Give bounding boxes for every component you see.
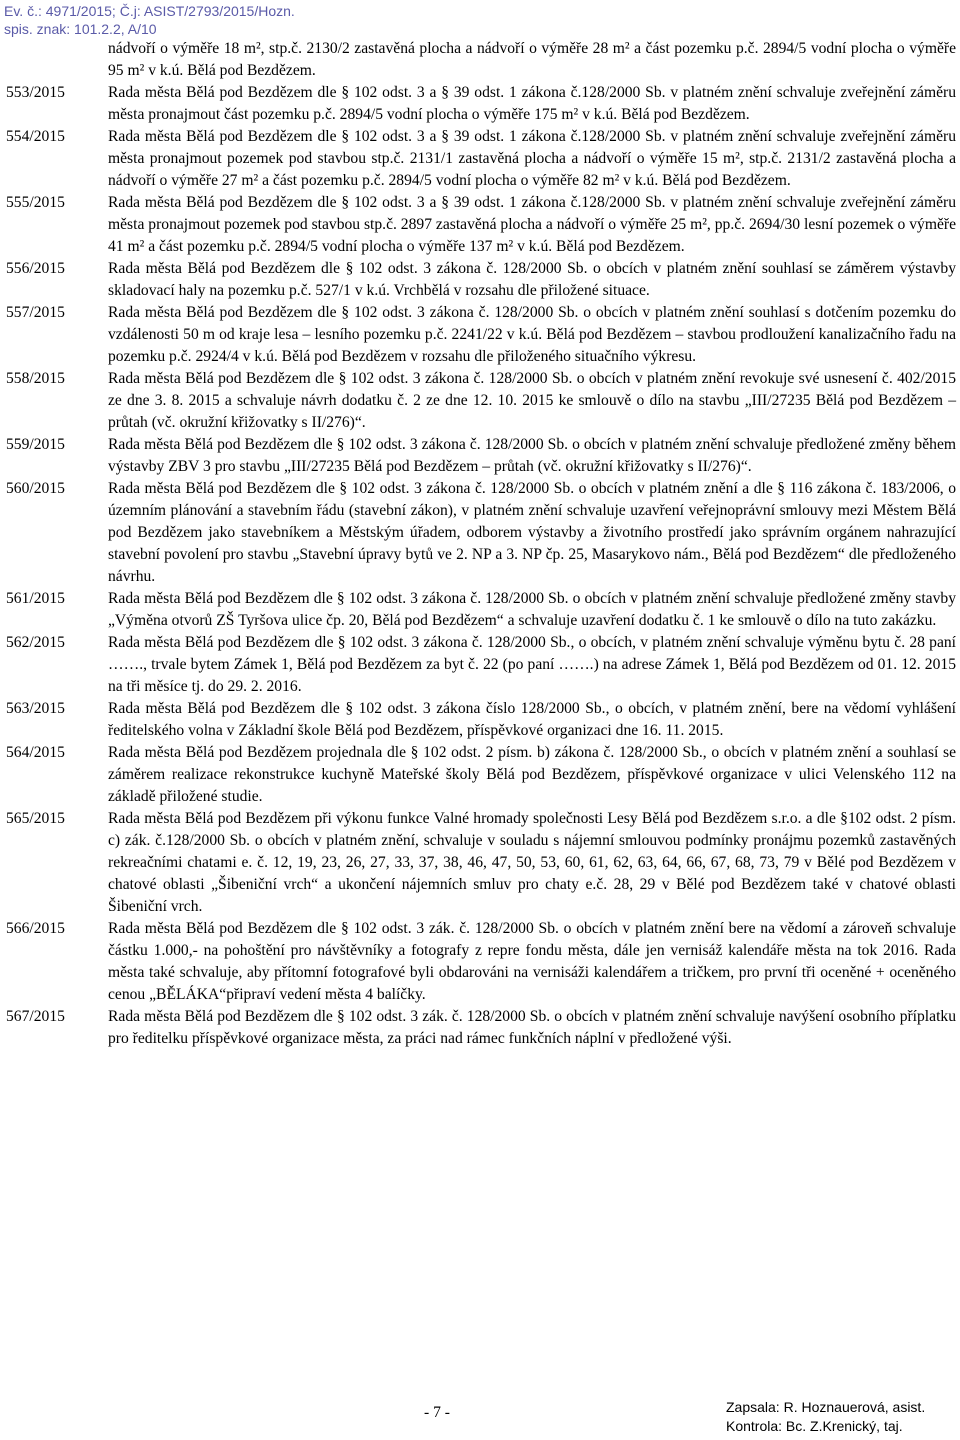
resolution-item [6,808,956,918]
resolution-text: Rada města Bělá pod Bezdězem dle § 102 odst. 3 zákona č. 128/2000 Sb. o obcích v platném znění revokuje své usnesení č. 402/2015 ze dne 3. 8. 2015 a schvaluje návrh dodatku č. 2 ze dne 12. 10. 2015 ke smlouvě o dílo na stavbu „III/27235 Bělá pod Bezdězem – průtah (vč. okružní křižovatky s II/276)“. [108,370,956,431]
resolution-number: 565/2015 [6,810,65,827]
resolution-item [6,126,956,192]
resolution-item [6,918,956,1006]
document-stamp [4,2,295,38]
resolution-number: 559/2015 [6,436,65,453]
resolution-number: 557/2015 [6,304,65,321]
minutes-body [6,38,956,1050]
checked-by: Kontrola: Bc. Z.Krenický, taj. [726,1418,903,1434]
resolution-item [6,82,956,126]
resolution-number: 564/2015 [6,744,65,761]
resolution-item [6,368,956,434]
resolution-number: 556/2015 [6,260,65,277]
resolution-text: Rada města Bělá pod Bezdězem dle § 102 odst. 3 zákona číslo 128/2000 Sb., o obcích, v platném znění, bere na vědomí vyhlášení ředitelského volna v Základní škole Bělá pod Bezdězem, příspěvkové organizaci dne 16. 11. 2015. [108,700,956,739]
evidence-number: Ev. č.: 4971/2015; Č.j: ASIST/2793/2015/Hozn. [4,3,295,19]
resolution-text: Rada města Bělá pod Bezdězem dle § 102 odst. 3 zákona č. 128/2000 Sb. o obcích v platném znění a dle § 116 zákona č. 183/2006, o územním plánování a stavebním řádu (stavební zákon), v platném znění schvaluje uzavření veřejnoprávní smlouvy mezi Městem Bělá pod Bezdězem jako stavebníkem a Městským úřadem, odborem výstavby a životního prostředí jako správním orgánem nahrazující stavební povolení pro stavbu „Stavební úpravy bytů ve 2. NP a 3. NP čp. 25, Masarykovo nám., Bělá pod Bezdězem“ dle předloženého návrhu. [108,480,956,585]
resolution-item [6,588,956,632]
resolution-text: Rada města Bělá pod Bezdězem dle § 102 odst. 3 a § 39 odst. 1 zákona č.128/2000 Sb. v platném znění schvaluje zveřejnění záměru města pronajmout pozemek pod stavbou stp.č. 2131/1 zastavěná plocha a nádvoří o výměře 15 m², stp.č. 2131/2 zastavěná plocha a nádvoří o výměře 27 m² a část pozemku p.č. 2894/5 vodní plocha o výměře 82 m² v k.ú. Bělá pod Bezdězem. [108,128,956,189]
resolution-text: Rada města Bělá pod Bezdězem projednala dle § 102 odst. 2 písm. b) zákona č. 128/2000 Sb., o obcích v platném znění a souhlasí se záměrem realizace rekonstrukce kuchyně Mateřské školy Bělá pod Bezdězem, příspěvkové organizace v ulici Velenského 112 na základě přiložené studie. [108,744,956,805]
resolution-text: Rada města Bělá pod Bezdězem dle § 102 odst. 3 a § 39 odst. 1 zákona č.128/2000 Sb. v platném znění schvaluje zveřejnění záměru města pronajmout část pozemku p.č. 2894/5 vodní plocha o výměře 175 m² v k.ú. Bělá pod Bezdězem. [108,84,956,123]
signature-block [726,1398,925,1436]
continued-text: nádvoří o výměře 18 m², stp.č. 2130/2 zastavěná plocha a nádvoří o výměře 28 m² a část pozemku p.č. 2894/5 vodní plocha o výměře 95 m² v k.ú. Bělá pod Bezdězem. [108,40,956,79]
resolution-item [6,302,956,368]
resolution-item [6,192,956,258]
resolution-text: Rada města Bělá pod Bezdězem dle § 102 odst. 3 zákona č. 128/2000 Sb. o obcích v platném znění souhlasí s dotčením pozemku do vzdálenosti 50 m od kraje lesa – lesního pozemku p.č. 2241/22 v k.ú. Bělá pod Bezdězem – stavbou prodloužení kanalizačního řadu na pozemku p.č. 2924/4 v k.ú. Bělá pod Bezdězem v rozsahu dle přiloženého situačního výkresu. [108,304,956,365]
resolution-text: Rada města Bělá pod Bezdězem dle § 102 odst. 3 a § 39 odst. 1 zákona č.128/2000 Sb. v platném znění schvaluje zveřejnění záměru města pronajmout pozemek pod stavbou stp.č. 2897 zastavěná plocha a nádvoří o výměře 25 m², pp.č. 2694/30 lesní pozemek o výměře 41 m² a část pozemku p.č. 2894/5 vodní plocha o výměře 137 m² v k.ú. Bělá pod Bezdězem. [108,194,956,255]
resolution-item [6,434,956,478]
resolution-number: 555/2015 [6,194,65,211]
resolution-item [6,742,956,808]
resolution-number: 561/2015 [6,590,65,607]
resolution-text: Rada města Bělá pod Bezdězem dle § 102 odst. 3 zákona č. 128/2000 Sb. o obcích v platném znění schvaluje předložené změny během výstavby ZBV 3 pro stavbu „III/27235 Bělá pod Bezdězem – průtah (vč. okružní křižovatky s II/276)“. [108,436,956,475]
page-number: - 7 - [424,1404,450,1421]
resolution-text: Rada města Bělá pod Bezdězem při výkonu funkce Valné hromady společnosti Lesy Bělá pod Bezdězem s.r.o. a dle §102 odst. 2 písm. c) zák. č.128/2000 Sb. o obcích v platném znění, schvaluje v souladu s nájemní smlouvou podmínky pronájmu pozemků zastavěných rekreačními chatami e. č. 12, 19, 23, 26, 27, 33, 37, 38, 46, 47, 50, 53, 60, 61, 62, 63, 64, 66, 67, 68, 73, 79 v Bělé pod Bezdězem v chatové oblasti „Šibeniční vrch“ a ukončení nájemních smluv pro chaty e.č. 28, 29 v Bělé pod Bezdězem také v chatové oblasti Šibeniční vrch. [108,810,956,915]
resolution-text: Rada města Bělá pod Bezdězem dle § 102 odst. 3 zákona č. 128/2000 Sb., o obcích, v platném znění schvaluje výměnu bytu č. 28 paní ……., trvale bytem Zámek 1, Bělá pod Bezdězem za byt č. 22 (po paní …….) na adrese Zámek 1, Bělá pod Bezdězem od 01. 12. 2015 na tři měsíce tj. do 29. 2. 2016. [108,634,956,695]
resolution-list [6,82,956,1050]
resolution-number: 553/2015 [6,84,65,101]
resolution-number: 566/2015 [6,920,65,937]
resolution-number: 560/2015 [6,480,65,497]
resolution-item [6,258,956,302]
resolution-item [6,1006,956,1050]
resolution-text: Rada města Bělá pod Bezdězem dle § 102 odst. 3 zákona č. 128/2000 Sb. o obcích v platném znění souhlasí se záměrem výstavby skladovací haly na pozemku p.č. 527/1 v k.ú. Vrchbělá v rozsahu dle přiložené situace. [108,260,956,299]
resolution-text: Rada města Bělá pod Bezdězem dle § 102 odst. 3 zákona č. 128/2000 Sb. o obcích v platném znění schvaluje předložené změny stavby „Výměna otvorů ZŠ Tyršova ulice čp. 20, Bělá pod Bezdězem“ a schvaluje uzavření dodatku č. 1 ke smlouvě o dílo na tuto zakázku. [108,590,956,629]
file-mark: spis. znak: 101.2.2, A/10 [4,21,157,37]
resolution-number: 554/2015 [6,128,65,145]
resolution-text: Rada města Bělá pod Bezdězem dle § 102 odst. 3 zák. č. 128/2000 Sb. o obcích v platném znění bere na vědomí a zároveň schvaluje částku 1.000,- na pohoštění pro návštěvníky a fotografy z repre fondu města, dále jen vernisáž kalendáře města na tok 2016. Rada města také schvaluje, aby přítomní fotografové byli obdarováni na vernisáži kalendářem a tričkem, pro první tři oceněné + oceněného cenou „BĚLÁKA“připraví vedení města 4 balíčky. [108,920,956,1003]
resolution-item [6,478,956,588]
written-by: Zapsala: R. Hoznauerová, asist. [726,1399,926,1415]
resolution-item [6,632,956,698]
resolution-text: Rada města Bělá pod Bezdězem dle § 102 odst. 3 zák. č. 128/2000 Sb. o obcích v platném znění schvaluje navýšení osobního příplatku pro ředitelku příspěvkové organizace města, za práci nad rámec funkčních náplní v předložené výši. [108,1008,956,1047]
resolution-number: 567/2015 [6,1008,65,1025]
resolution-item [6,698,956,742]
resolution-number: 558/2015 [6,370,65,387]
resolution-number: 562/2015 [6,634,65,651]
resolution-number: 563/2015 [6,700,65,717]
